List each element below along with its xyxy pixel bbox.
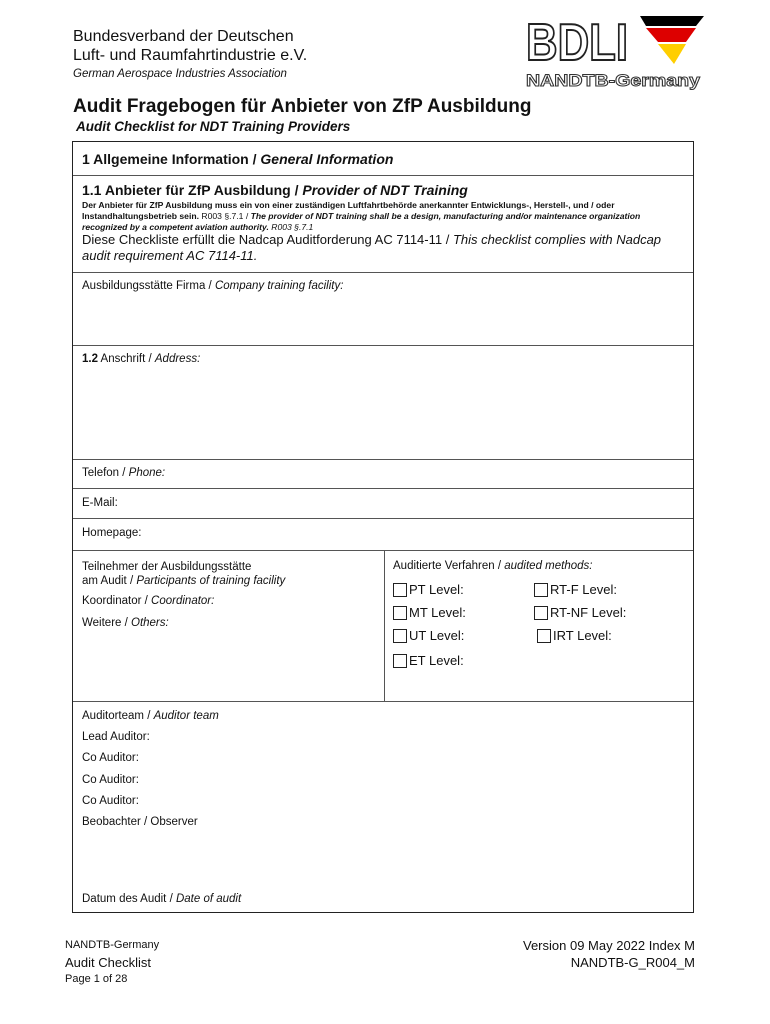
bdli-logo bbox=[522, 14, 707, 90]
others-field[interactable] bbox=[82, 617, 169, 629]
divider bbox=[73, 345, 693, 346]
participants-label-de: am Audit / bbox=[82, 575, 137, 587]
logo-text: BDLI bbox=[526, 14, 628, 72]
footer-document: Audit Checklist bbox=[65, 955, 151, 970]
facility-field[interactable] bbox=[82, 280, 343, 292]
logo-subtext: NANDTB-Germany bbox=[526, 71, 701, 90]
organization-line-1: Bundesverband der Deutschen bbox=[73, 28, 294, 45]
lead-auditor-field[interactable]: Lead Auditor: bbox=[82, 731, 150, 743]
participants-label-line2 bbox=[82, 574, 285, 588]
address-label-en: Address: bbox=[154, 353, 201, 365]
audit-date-field[interactable] bbox=[82, 893, 241, 905]
requirement-ref: R003 §.7.1 bbox=[268, 222, 314, 232]
homepage-field[interactable] bbox=[82, 527, 141, 539]
method-irt-checkbox[interactable] bbox=[537, 628, 612, 643]
phone-label-de: Telefon / bbox=[82, 467, 129, 479]
section-1-en: General Information bbox=[260, 151, 394, 167]
auditor-team-en: Auditor team bbox=[153, 710, 219, 722]
co-auditor-field[interactable]: Co Auditor: bbox=[82, 752, 139, 764]
divider bbox=[73, 272, 693, 273]
divider bbox=[73, 518, 693, 519]
facility-label-de: Ausbildungsstätte Firma / bbox=[82, 280, 215, 292]
divider bbox=[73, 488, 693, 489]
organization-name-de bbox=[73, 27, 403, 65]
checkbox-icon[interactable] bbox=[393, 583, 407, 597]
method-label: UT Level: bbox=[409, 628, 465, 643]
email-field[interactable] bbox=[82, 497, 118, 509]
compliance-de: Diese Checkliste erfüllt die Nadcap Auditforderung AC 7114-11 / bbox=[82, 232, 453, 247]
requirement-en: The provider of NDT training shall be a design, manufacturing and/or maintenance organization recognized by a competent aviation authority. bbox=[82, 211, 641, 232]
phone-label-en: Phone: bbox=[128, 467, 166, 479]
facility-label-en: Company training facility: bbox=[214, 280, 344, 292]
coordinator-label-de: Koordinator / bbox=[82, 595, 152, 607]
footer-version: Version 09 May 2022 Index M bbox=[523, 938, 695, 953]
others-label-en: Others: bbox=[131, 617, 169, 629]
footer-organization: NANDTB-Germany bbox=[65, 939, 160, 951]
german-flag-icon bbox=[640, 16, 704, 64]
organization-line-2: Luft- und Raumfahrtindustrie e.V. bbox=[73, 47, 308, 64]
method-rtf-checkbox[interactable] bbox=[534, 582, 617, 597]
methods-heading bbox=[393, 560, 592, 572]
method-label: MT Level: bbox=[409, 605, 466, 620]
section-1-heading bbox=[82, 151, 393, 167]
checkbox-icon[interactable] bbox=[393, 629, 407, 643]
method-mt-checkbox[interactable] bbox=[393, 605, 466, 620]
co-auditor-field[interactable]: Co Auditor: bbox=[82, 795, 139, 807]
method-label: RT-F Level: bbox=[550, 582, 617, 597]
divider bbox=[73, 459, 693, 460]
auditor-team-de: Auditorteam / bbox=[82, 710, 154, 722]
observer-field[interactable]: Beobachter / Observer bbox=[82, 816, 198, 828]
methods-heading-en: audited methods: bbox=[504, 560, 593, 572]
provider-requirement bbox=[82, 200, 687, 233]
method-label: RT-NF Level: bbox=[550, 605, 627, 620]
footer-page-number: Page 1 of 28 bbox=[65, 973, 128, 985]
auditor-team-heading bbox=[82, 710, 219, 722]
email-label: E-Mail: bbox=[82, 497, 118, 509]
methods-heading-de: Auditierte Verfahren / bbox=[393, 560, 505, 572]
checkbox-icon[interactable] bbox=[534, 606, 548, 620]
checkbox-icon[interactable] bbox=[393, 654, 407, 668]
requirement-de: Der Anbieter für ZfP Ausbildung muss ein von einer zuständigen Luftfahrtbehörde anerkannter Entwicklungs-, Herstell-, und / oder Instandhaltungsbetrieb sein. bbox=[82, 200, 615, 221]
participants-label-line1: Teilnehmer der Ausbildungsstätte bbox=[82, 561, 252, 573]
section-1-1-en: Provider of NDT Training bbox=[302, 182, 468, 198]
audit-date-label-de: Datum des Audit / bbox=[82, 893, 176, 905]
compliance-statement bbox=[82, 232, 687, 264]
checkbox-icon[interactable] bbox=[534, 583, 548, 597]
footer-document-id: NANDTB-G_R004_M bbox=[570, 955, 695, 970]
method-rtnf-checkbox[interactable] bbox=[534, 605, 626, 620]
method-pt-checkbox[interactable] bbox=[393, 582, 464, 597]
page-subtitle: Audit Checklist for NDT Training Providers bbox=[76, 119, 351, 134]
page-title: Audit Fragebogen für Anbieter von ZfP Ausbildung bbox=[73, 96, 532, 117]
method-ut-checkbox[interactable] bbox=[393, 628, 464, 643]
method-label: PT Level: bbox=[409, 582, 464, 597]
participants-block bbox=[82, 560, 285, 588]
method-et-checkbox[interactable] bbox=[393, 653, 464, 668]
section-1-de: 1 Allgemeine Information / bbox=[82, 151, 261, 167]
audit-date-label-en: Date of audit bbox=[175, 893, 242, 905]
phone-field[interactable] bbox=[82, 467, 165, 479]
divider bbox=[73, 701, 693, 702]
section-1-1-de: 1.1 Anbieter für ZfP Ausbildung / bbox=[82, 182, 303, 198]
requirement-ref: R003 §.7.1 / bbox=[199, 211, 251, 221]
checkbox-icon[interactable] bbox=[393, 606, 407, 620]
audit-form bbox=[72, 141, 694, 913]
coordinator-label-en: Coordinator: bbox=[151, 595, 215, 607]
homepage-label: Homepage: bbox=[82, 527, 142, 539]
address-label-de: Anschrift / bbox=[98, 353, 155, 365]
column-divider bbox=[384, 550, 385, 701]
co-auditor-field[interactable]: Co Auditor: bbox=[82, 774, 139, 786]
divider bbox=[73, 175, 693, 176]
participants-label-en: Participants of training facility bbox=[136, 575, 286, 587]
method-label: IRT Level: bbox=[553, 628, 612, 643]
divider bbox=[73, 550, 693, 551]
checkbox-icon[interactable] bbox=[537, 629, 551, 643]
method-label: ET Level: bbox=[409, 653, 464, 668]
others-label-de: Weitere / bbox=[82, 617, 131, 629]
coordinator-field[interactable] bbox=[82, 595, 214, 607]
compliance-en: This checklist complies with Nadcap audit requirement AC 7114-11. bbox=[82, 232, 662, 263]
address-field[interactable] bbox=[82, 353, 200, 365]
section-1-1-heading bbox=[82, 182, 468, 198]
organization-name-en: German Aerospace Industries Association bbox=[73, 68, 287, 80]
address-number: 1.2 bbox=[82, 353, 98, 365]
